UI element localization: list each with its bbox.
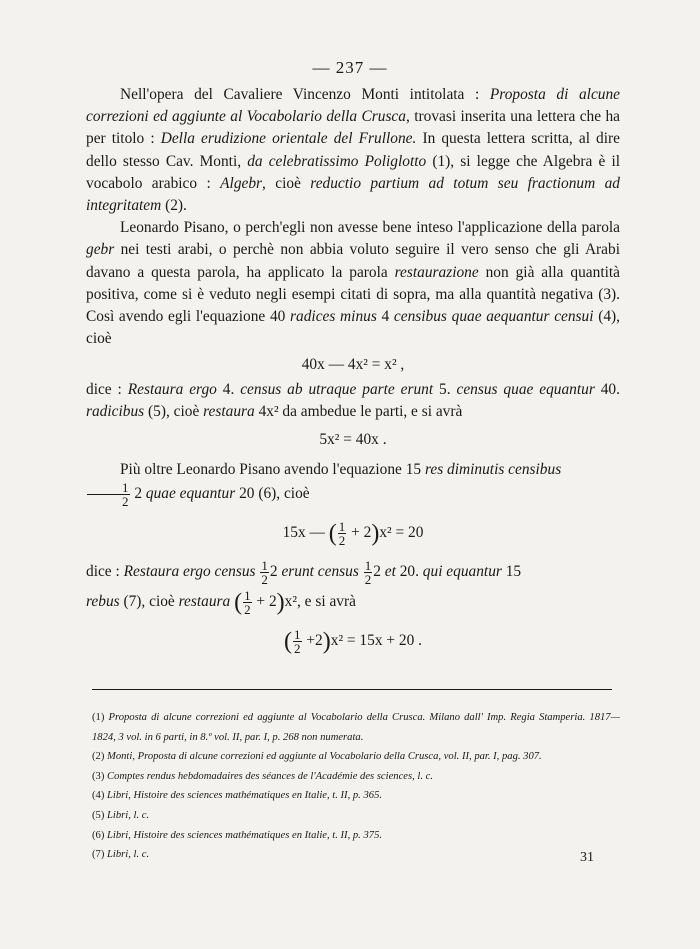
footnote: (7) Libri, l. c.	[92, 849, 150, 861]
equation-3: 15x — ( $\frac{1}{2}$ + 2)x² = 20	[282, 519, 424, 549]
equation-1: 40x — 4x² = x² ,	[301, 356, 405, 374]
equation-4: ( $\frac{1}{2}$ +2)x² = 15x + 20 .	[284, 626, 422, 656]
fraction: $\frac{1}{2}$	[87, 481, 130, 508]
footnote-divider	[92, 689, 612, 690]
footnotes	[92, 708, 620, 865]
page-number: — 237 —	[312, 58, 388, 77]
equation-2: 5x² = 40x .	[319, 431, 387, 449]
footnote: (2) Monti, Proposta di alcune correzioni ed aggiunte al Vocabolario della Crusca, vol. II, par. I, pag. 307.	[92, 751, 542, 763]
footnote: (3) Comptes rendus hebdomadaires des séances de l'Académie des sciences, l. c.	[92, 770, 433, 782]
footnote: (5) Libri, l. c.	[92, 809, 150, 821]
footnote: (4) Libri, Histoire des sciences mathématiques en Italie, t. II, p. 365.	[92, 790, 383, 802]
paragraph-2: Leonardo Pisano, o perch'egli non avesse bene inteso l'applicazione della parola gebr nei testi arabi, o perchè non abbia voluto seguire il vero senso che gli Arabi davano a questa parola, ha applicato la parola restaurazione non già alla quantità positiva, come si è veduto negli esempi citati di sopra, ma alla quantità negativa (3). Così avendo egli l'equazione 40 radices minus 4 censibus quae aequantur censui (4), cioè	[86, 219, 621, 348]
paragraph-4: Più oltre Leonardo Pisano avendo l'equazione 15 res diminutis censibus $\frac{1}{2}$ 2 quae equantur 20 (6), cioè	[86, 459, 620, 508]
paragraph-5: dice : Restaura ergo census $\frac{1}{2}$ 2 erunt census $\frac{1}{2}$ 2 et 20. qui equantur 15 rebus (7), cioè restaura ( $\frac{1}{2}$ + 2)x², e si avrà	[86, 558, 522, 618]
paragraph-1: Nell'opera del Cavaliere Vincenzo Monti intitolata : Proposta di alcune correzioni ed aggiunte al Vocabolario della Crusca, trovasi inserita una lettera che ha per titolo : Della erudizione orientale del Frullone. In questa lettera scritta, al dire dello stesso Cav. Monti, da celebratissimo Poliglotto (1), si legge che Algebra è il vocabolo arabico : Algebr, cioè reductio partium ad totum seu fractionum ad integritatem (2).	[86, 86, 620, 215]
footnote: (6) Libri, Histoire des sciences mathématiques en Italie, t. II, p. 375.	[92, 829, 383, 841]
paragraph-3: dice : Restaura ergo 4. census ab utraque parte erunt 5. census quae equantur 40. radicibus (5), cioè restaura 4x² da ambedue le parti, e si avrà	[86, 380, 620, 420]
main-text	[86, 84, 620, 655]
footnote: (1) Proposta di alcune correzioni ed aggiunte al Vocabolario della Crusca. Milano dall' Imp. Regia Stamperia. 1817—1824, 3 vol. in 6 parti, in 8.º vol. II, par. I, p. 268 non numerata.	[92, 712, 621, 743]
signature-mark: 31	[580, 850, 594, 865]
